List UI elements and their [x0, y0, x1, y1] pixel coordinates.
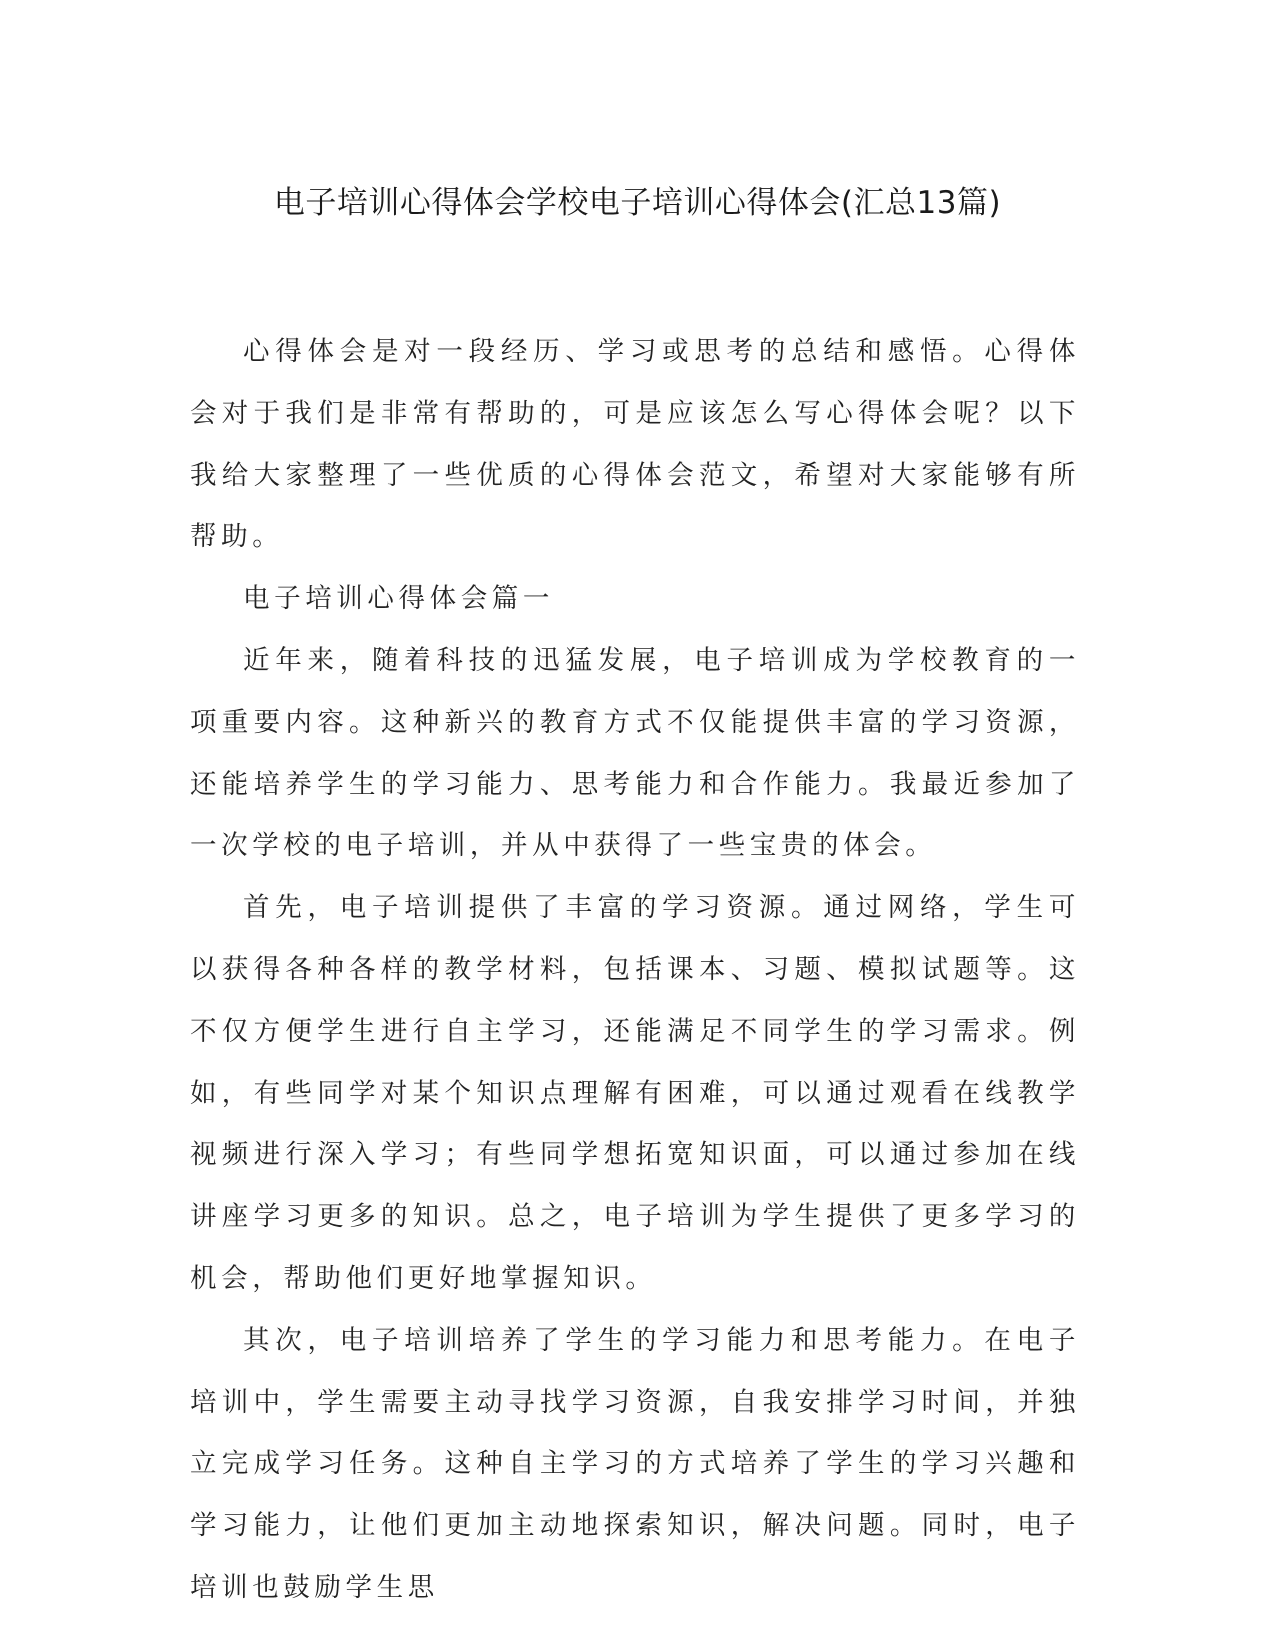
intro-paragraph: 心得体会是对一段经历、学习或思考的总结和感悟。心得体会对于我们是非常有帮助的，可是应该怎么写心得体会呢？以下我给大家整理了一些优质的心得体会范文，希望对大家能够有所帮助。: [190, 336, 1080, 553]
document-title: 电子培训心得体会学校电子培训心得体会(汇总13篇): [273, 185, 1002, 221]
body-paragraph: 近年来，随着科技的迅猛发展，电子培训成为学校教育的一项重要内容。这种新兴的教育方式不仅能提供丰富的学习资源，还能培养学生的学习能力、思考能力和合作能力。我最近参加了一次学校的电子培训，并从中获得了一些宝贵的体会。: [190, 644, 1080, 862]
section-heading: 电子培训心得体会篇一: [243, 583, 554, 615]
body-paragraph: 首先，电子培训提供了丰富的学习资源。通过网络，学生可以获得各种各样的教学材料，包括课本、习题、模拟试题等。这不仅方便学生进行自主学习，还能满足不同学生的学习需求。例如，有些同学对某个知识点理解有困难，可以通过观看在线教学视频进行深入学习；有些同学想拓宽知识面，可以通过参加在线讲座学习更多的知识。总之，电子培训为学生提供了更多学习的机会，帮助他们更好地掌握知识。: [190, 892, 1080, 1294]
document-body: [190, 321, 1080, 1619]
body-paragraph: 其次，电子培训培养了学生的学习能力和思考能力。在电子培训中，学生需要主动寻找学习资源，自我安排学习时间，并独立完成学习任务。这种自主学习的方式培养了学生的学习兴趣和学习能力，让他们更加主动地探索知识，解决问题。同时，电子培训也鼓励学生思: [190, 1324, 1080, 1603]
